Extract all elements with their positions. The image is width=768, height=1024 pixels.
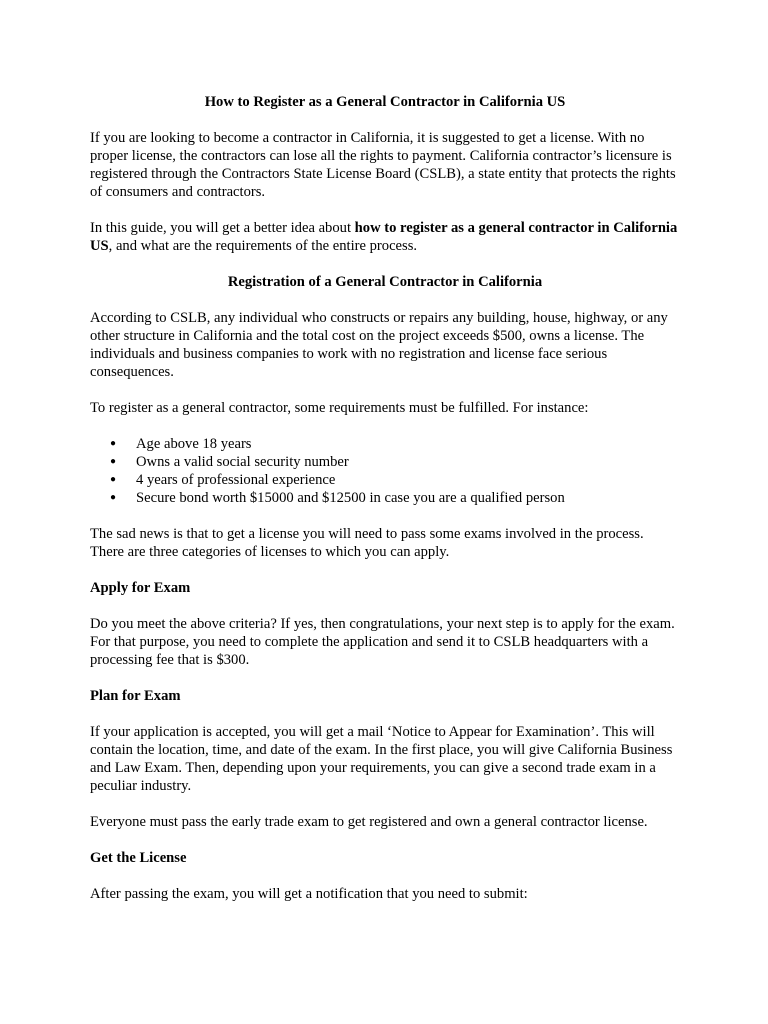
bullet-icon: ● (110, 492, 117, 503)
document-title: How to Register as a General Contractor in California US (204, 94, 566, 110)
requirements-intro: To register as a general contractor, some requirements must be fulfilled. For instance: (90, 400, 589, 416)
requirements-list (90, 435, 680, 507)
plan-paragraph: If your application is accepted, you will get a mail ‘Notice to Appear for Examination’. This will contain the location, time, and date of the exam. In the first place, you will give California Business and Law Exam. Then, depending upon your requirements, you can give a second trade exam in a peculiar industry. (90, 724, 673, 794)
license-heading: Get the License (90, 850, 187, 866)
list-item (110, 471, 680, 489)
exams-paragraph: The sad news is that to get a license you will need to pass some exams involved in the process. There are three categories of licenses to which you can apply. (90, 526, 644, 560)
bullet-icon: ● (110, 474, 117, 485)
document-page (90, 93, 680, 921)
bullet-icon: ● (110, 456, 117, 467)
list-item-text: Secure bond worth $15000 and $12500 in case you are a qualified person (136, 490, 565, 506)
bullet-icon: ● (110, 438, 117, 449)
list-item-text: Owns a valid social security number (136, 454, 349, 470)
list-item (110, 453, 680, 471)
list-item-text: 4 years of professional experience (136, 472, 336, 488)
apply-paragraph: Do you meet the above criteria? If yes, then congratulations, your next step is to apply for the exam. For that purpose, you need to complete the application and send it to CSLB headquarters with a processing fee that is $300. (90, 616, 675, 668)
license-paragraph: After passing the exam, you will get a notification that you need to submit: (90, 886, 528, 902)
apply-heading: Apply for Exam (90, 580, 191, 596)
list-item (110, 489, 680, 507)
guide-text-after: , and what are the requirements of the entire process. (108, 238, 418, 254)
guide-text-before: In this guide, you will get a better idea about (90, 220, 355, 236)
section-title: Registration of a General Contractor in California (227, 274, 543, 290)
trade-paragraph: Everyone must pass the early trade exam to get registered and own a general contractor license. (90, 814, 648, 830)
guide-paragraph (90, 219, 680, 255)
guide-text-bold: how to register as a general contractor in California US (90, 220, 678, 254)
cslb-paragraph: According to CSLB, any individual who constructs or repairs any building, house, highway, or any other structure in California and the total cost on the project exceeds $500, owns a license. The individuals and business companies to work with no registration and license face serious consequences. (90, 310, 668, 380)
intro-paragraph: If you are looking to become a contractor in California, it is suggested to get a license. With no proper license, the contractors can lose all the rights to payment. California contractor’s licensure is registered through the Contractors State License Board (CSLB), a state entity that protects the rights of consumers and contractors. (90, 130, 676, 200)
list-item (110, 435, 680, 453)
plan-heading: Plan for Exam (90, 688, 181, 704)
list-item-text: Age above 18 years (136, 436, 252, 452)
